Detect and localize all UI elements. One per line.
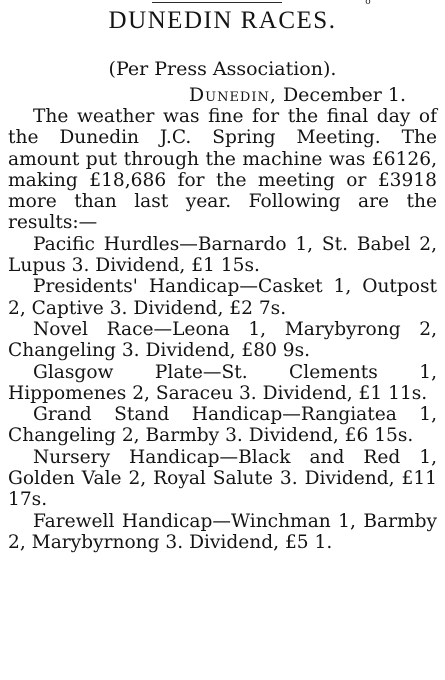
divider-ornament: o xyxy=(363,0,373,6)
article-dateline xyxy=(189,83,406,107)
race-result-grand-stand-handicap: Grand Stand Handicap—Rangiatea 1, Changeling 2, Barmby 3. Dividend, £6 15s. xyxy=(8,404,437,447)
race-result-farewell-handicap: Farewell Handicap—Winchman 1, Barmby 2, Marybyrnong 3. Dividend, £5 1. xyxy=(8,510,437,553)
race-result-nursery-handicap: Nursery Handicap—Black and Red 1, Golden Vale 2, Royal Salute 3. Dividend, £11 17s. xyxy=(8,446,437,511)
race-result-novel-race: Novel Race—Leona 1, Marybyrong 2, Changeling 3. Dividend, £80 9s. xyxy=(8,318,437,362)
race-result-glasgow-plate: Glasgow Plate—St. Clements 1, Hippomenes 2, Saraceu 3. Dividend, £1 11s. xyxy=(8,361,437,404)
article-source: (Per Press Association). xyxy=(108,58,337,80)
race-result-presidents-handicap: Presidents' Handicap—Casket 1, Outpost 2, Captive 3. Dividend, £2 7s. xyxy=(8,276,437,319)
article-body xyxy=(8,106,437,553)
race-result-pacific-hurdles: Pacific Hurdles—Barnardo 1, St. Babel 2, Lupus 3. Dividend, £1 15s. xyxy=(8,233,437,277)
top-divider-rule xyxy=(152,0,371,7)
article-headline: DUNEDIN RACES. xyxy=(108,7,337,34)
intro-paragraph: The weather was fine for the final day of the Dunedin J.C. Spring Meeting. The amount put through the machine was £6126, making £18,686 for the meeting or £3918 more than last year. Following are the results:— xyxy=(8,106,437,234)
dateline-date: December 1. xyxy=(282,84,406,106)
dateline-place: Dunedin, xyxy=(188,84,277,106)
